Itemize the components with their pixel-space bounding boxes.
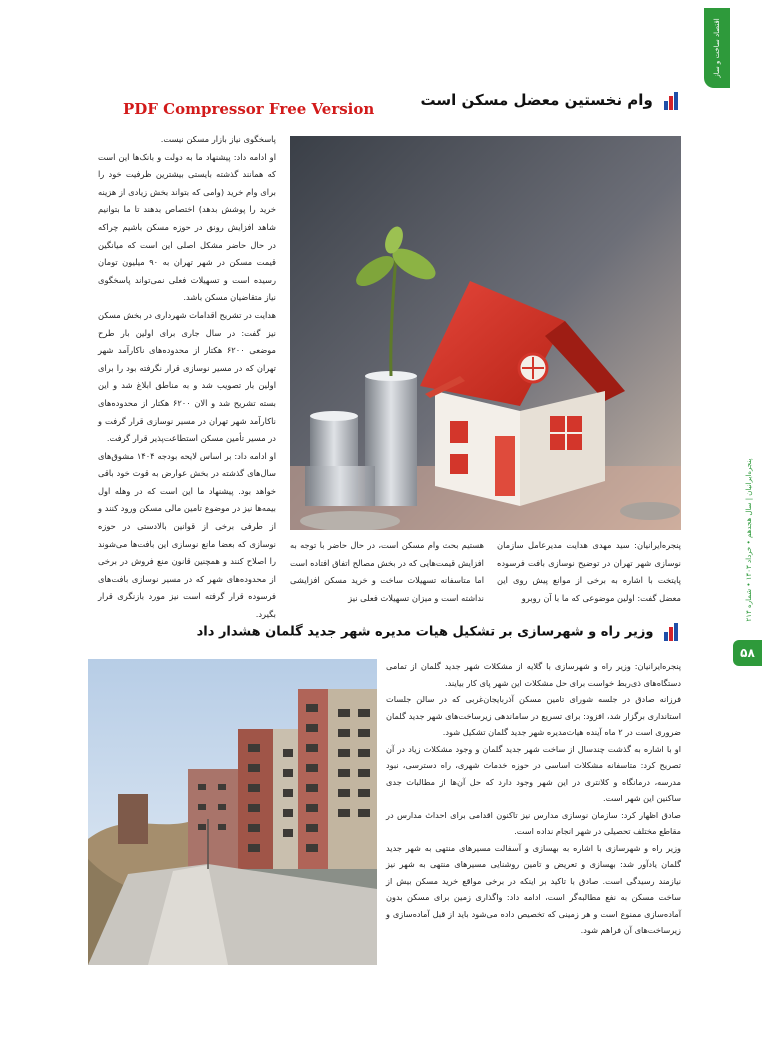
article2-paragraph: او با اشاره به گذشت چندسال از ساخت شهر جدید گلمان و وجود مشکلات زیاد در آن تصریح کرد: متاسفانه مشکلات اساسی در حوزه خدمات شهری، راه دسترسی، نبود مدرسه، درمانگاه و کلانتری در این شهر وجود دارد که حل آن‌ها از مطالبات جدی ساکنین این شهر است.: [386, 743, 681, 803]
apartment-buildings-photo: [88, 659, 377, 965]
pdf-watermark: PDF Compressor Free Version: [123, 100, 375, 118]
article2-headline-text: وزیر راه و شهرسازی بر تشکیل هیات مدیره شهر جدید گلمان هشدار داد: [196, 624, 654, 640]
page-number: ۵۸: [733, 640, 762, 666]
article1-text-column: [98, 131, 276, 624]
article2-headline: [197, 623, 682, 641]
magazine-logo-icon: [664, 623, 682, 641]
article1-headline: [421, 91, 683, 110]
magazine-logo-icon: [664, 92, 682, 110]
side-issue-strip: [736, 420, 762, 650]
article2-paragraph: فرزانه صادق در جلسه شورای تامین مسکن آذربایجان‌غربی که در سالن جلسات استانداری برگزار شد، افزود: برای تسریع در ساماندهی زیرساخت‌های شهر جدید گلمان ضروری است در ۲ ماه آینده هیات‌مدیره شهر جدید گلمان تشکیل شود.: [386, 694, 681, 737]
article2-paragraph: وزیر راه و شهرسازی با اشاره به بهسازی و آسفالت مسیرهای منتهی به شهر جدید گلمان یادآور شد: بهسازی و تعریض و تامین روشنایی مسیرهای منتهی به شهر نیز نیازمند رسیدگی است. صادق با تاکید بر اینکه در برخی مواقع خرید مسکن بیش از ساخت مسکن به نفع مطالبه‌گر است، ادامه داد: واگذاری زمین برای مسکن بدون آماده‌سازی ممنوع است و هر زمینی که تخصیص داده می‌شود باید از قبل آماده‌سازی و زیرساخت‌های آن فراهم شود.: [386, 842, 681, 935]
article1-house-image: [290, 136, 681, 530]
section-tab: [704, 8, 730, 88]
article1-middle: هستیم بحث وام مسکن است، در حال حاضر با توجه به افزایش قیمت‌هایی که در بخش مصالح اتفاق افتاده است اما متاسفانه تسهیلات ساخت و خرید مسکن افزایشی نداشته است و میزان تسهیلات فعلی نیز: [290, 540, 484, 603]
article2-paragraph: پنجره‌ایرانیان: وزیر راه و شهرسازی با گلایه از مشکلات شهر جدید گلمان از تمامی دستگاه‌های ذی‌ربط خواست برای حل مشکلات این شهر پای کار بیایند.: [386, 661, 681, 688]
article1-paragraph: او ادامه داد: بر اساس لایحه بودجه ۱۴۰۴ مشوق‌های سال‌های گذشته در بخش عوارض به قوت خود باقی خواهد بود. پیشنهاد ما این است که در وهله اول بیمه‌ها نیز در موضوع تامین مالی مسکن ورود کنند و از طرفی برخی از قوانین بالادستی در حوزه نوسازی که بعضا مانع نوسازی این بافت‌ها می‌شوند را اصلاح کنند و همچنین قانون منع فروش در برخی از محدوده‌های شهر که در مسیر نوسازی بافت‌های فرسوده قرار گرفته است نیز مورد بازنگری قرار بگیرد.: [98, 450, 276, 620]
house-coins-illustration: [290, 136, 681, 530]
article2-paragraph: صادق اظهار کرد: سازمان نوسازی مدارس نیز تاکنون اقدامی برای احداث مدارس در مقاطع مختلف تحصیلی در شهر انجام نداده است.: [386, 809, 681, 836]
article1-intro: پنجره‌ایرانیان: سید مهدی هدایت مدیرعامل سازمان نوسازی شهر تهران در توضیح نوسازی بافت فرسوده پایتخت با اشاره به برخی از موانع پیش روی این معضل گفت: اولین موضوعی که ما با آن روبرو: [497, 540, 681, 603]
section-tab-label: اقتصاد ساخت و ساز: [713, 18, 721, 78]
article1-headline-text: وام نخستین معضل مسکن است: [420, 91, 653, 109]
article2-text-column: [386, 658, 681, 939]
article1-paragraph: پاسخگوی نیاز بازار مسکن نیست.: [160, 134, 276, 144]
article1-paragraph: هدایت در تشریح اقدامات شهرداری در بخش مسکن نیز گفت: در سال جاری برای اولین بار طرح موضعی ۶۲۰۰ هکتار از محدوده‌های ناکارآمد شهر تهران که در مسیر نوسازی قرار نگرفته بود را برای اولین بار تصویب شد و به مناطق ابلاغ شد و این بسته تشریح شد و الان ۶۲۰۰ هکتار از محدوده‌های ناکارآمد شهر تهران در مسیر نوسازی قرار گرفت و در مسیر تأمین مسکن استطاعت‌پذیر قرار گرفت.: [98, 309, 276, 444]
article2-buildings-image: [88, 659, 377, 965]
article1-middle-column: [290, 537, 484, 607]
article1-paragraph: او ادامه داد: پیشنهاد ما به دولت و بانک‌ها این است که همانند گذشته بایستی بیشترین ظرفیت خود را برای وام خرید (وامی که بتواند بخش زیادی از هزینه خرید را پوشش بدهد) اختصاص بدهند تا ما بتوانیم شاهد افزایش رونق در حوزه مسکن باشیم چراکه در حال حاضر مشکل اصلی این است که میانگین قیمت مسکن در شهر تهران به ۹۰ میلیون تومان رسیده است و تسهیلات فعلی نمی‌تواند پاسخگوی نیاز متقاضیان مسکن باشد.: [98, 151, 277, 303]
issue-line: پنجره‌ایرانیان | سال هجدهم • خرداد ۱۴۰۳ • شماره ۲۱۴: [745, 458, 753, 622]
article1-intro-column: [497, 537, 681, 607]
